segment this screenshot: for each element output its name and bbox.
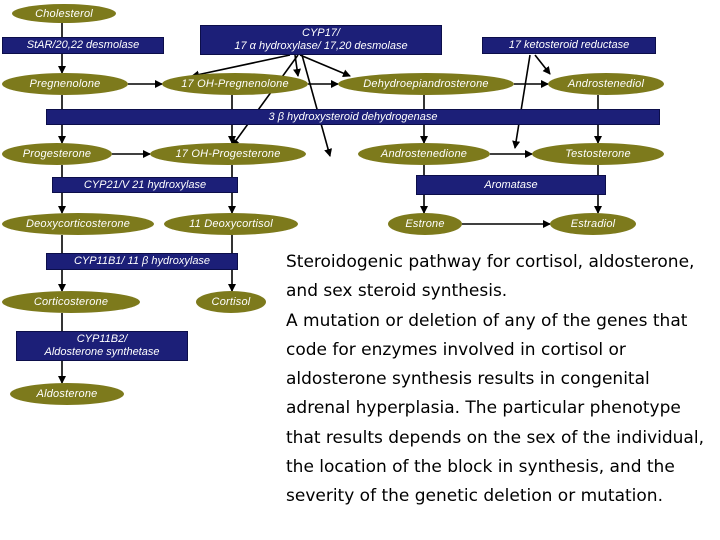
cholesterol-node: Cholesterol	[12, 4, 116, 23]
aromatase-enzyme	[416, 175, 606, 195]
caption-line-1: Steroidogenic pathway for cortisol, aldosterone, and sex steroid synthesis.	[286, 252, 695, 302]
progesterone-node: Progesterone	[2, 143, 112, 165]
deoxycorticosterone-node: Deoxycorticosterone	[2, 213, 154, 235]
star-enzyme	[2, 37, 164, 54]
17oh-progesterone-node: 17 OH-Progesterone	[150, 143, 306, 165]
aromatase-enzyme-label: Aromatase	[484, 178, 538, 191]
androstenedione-node: Androstenedione	[358, 143, 490, 165]
dhea-node: Dehydroepiandrosterone	[338, 73, 514, 95]
arrow-ketoreductase-1	[535, 55, 550, 74]
arrow-cyp17-5	[302, 55, 330, 156]
testosterone-node: Testosterone	[532, 143, 664, 165]
cortisol-node: Cortisol	[196, 291, 266, 313]
cyp11b1-enzyme	[46, 253, 238, 270]
3b-hsd-enzyme-label: 3 β hydroxysteroid dehydrogenase	[268, 110, 438, 123]
caption-line-2: A mutation or deletion of any of the genes that code for enzymes involved in cortisol or aldosterone synthesis results in congenital adrenal hyperplasia. The particular phenotype that results depends on the sex of the individual, the location of the block in synthesis, and the severity of the genetic deletion or mutation.	[286, 310, 704, 507]
estrone-node: Estrone	[388, 213, 462, 235]
caption	[286, 248, 712, 512]
cyp17-enzyme-label-1: CYP17/	[302, 27, 340, 39]
star-enzyme-label: StAR/20,22 desmolase	[26, 39, 140, 51]
corticosterone-node: Corticosterone	[2, 291, 140, 313]
arrow-ketoreductase-2	[515, 55, 530, 148]
17-ketosteroid-reductase-label: 17 ketosteroid reductase	[508, 39, 630, 51]
cyp11b2-enzyme	[16, 331, 188, 361]
aldosterone-node: Aldosterone	[10, 383, 124, 405]
cyp21-enzyme	[52, 177, 238, 193]
cyp17-enzyme	[200, 25, 442, 55]
11-deoxycortisol-node: 11 Deoxycortisol	[164, 213, 298, 235]
estradiol-node: Estradiol	[550, 213, 636, 235]
arrow-cyp17-4	[232, 55, 298, 146]
pregnenolone-node: Pregnenolone	[2, 73, 128, 95]
17oh-pregnenolone-node: 17 OH-Pregnenolone	[162, 73, 308, 95]
cyp17-enzyme-label-2: 17 α hydroxylase/ 17,20 desmolase	[234, 40, 408, 52]
androstenediol-node: Androstenediol	[548, 73, 664, 95]
cyp21-enzyme-label: CYP21/V 21 hydroxylase	[83, 178, 207, 191]
3b-hsd-enzyme	[46, 109, 660, 125]
cyp11b2-enzyme-label-1: CYP11B2/	[76, 333, 128, 345]
cyp11b2-enzyme-label-2: Aldosterone synthetase	[44, 346, 160, 358]
17-ketosteroid-reductase-enzyme	[482, 37, 656, 54]
cyp11b1-enzyme-label: CYP11B1/ 11 β hydroxylase	[73, 255, 211, 267]
